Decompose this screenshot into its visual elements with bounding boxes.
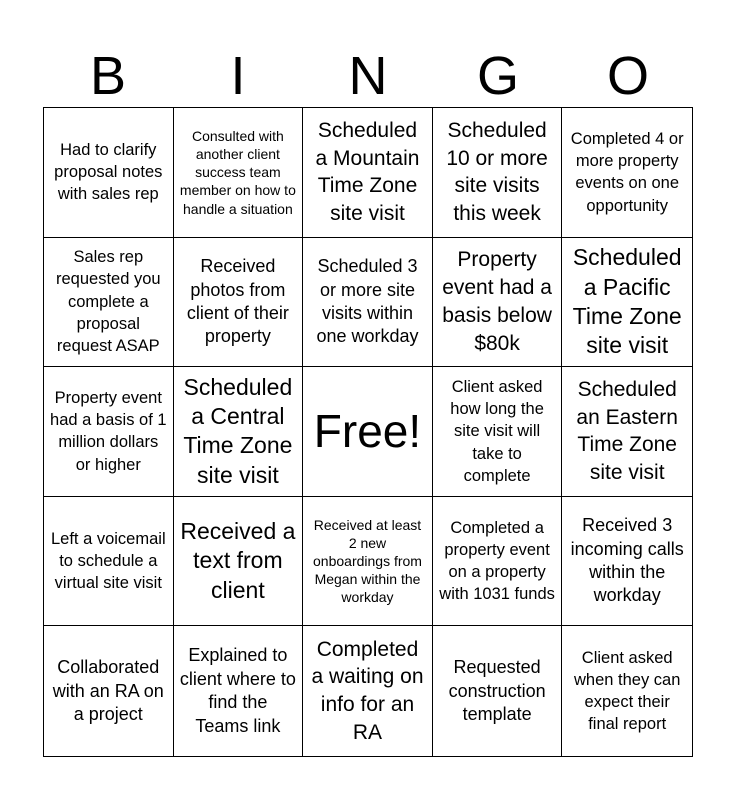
bingo-cell-r2-c3[interactable]: Scheduled 3 or more site visits within one workday (303, 238, 433, 368)
bingo-header (43, 48, 693, 104)
bingo-cell-r1-c3[interactable]: Scheduled a Mountain Time Zone site visit (303, 108, 433, 238)
bingo-cell-r3-c1[interactable]: Property event had a basis of 1 million dollars or higher (44, 367, 174, 497)
bingo-cell-r5-c3[interactable]: Completed a waiting on info for an RA (303, 626, 433, 756)
bingo-cell-r2-c2[interactable]: Received photos from client of their property (174, 238, 304, 368)
bingo-cell-r5-c4[interactable]: Requested construction template (433, 626, 563, 756)
bingo-cell-r1-c5[interactable]: Completed 4 or more property events on one opportunity (562, 108, 692, 238)
bingo-cell-r4-c3[interactable]: Received at least 2 new onboardings from Megan within the workday (303, 497, 433, 627)
header-letter-o: O (606, 46, 649, 106)
bingo-cell-r5-c2[interactable]: Explained to client where to find the Teams link (174, 626, 304, 756)
bingo-cell-r1-c1[interactable]: Had to clarify proposal notes with sales rep (44, 108, 174, 238)
header-letter-g: G (476, 46, 519, 106)
bingo-cell-r2-c1[interactable]: Sales rep requested you complete a proposal request ASAP (44, 238, 174, 368)
bingo-cell-r4-c2[interactable]: Received a text from client (174, 497, 304, 627)
bingo-cell-r2-c4[interactable]: Property event had a basis below $80k (433, 238, 563, 368)
header-letter-n: N (348, 46, 388, 106)
bingo-cell-r3-c5[interactable]: Scheduled an Eastern Time Zone site visit (562, 367, 692, 497)
bingo-free-space[interactable]: Free! (303, 367, 433, 497)
bingo-cell-r4-c5[interactable]: Received 3 incoming calls within the workday (562, 497, 692, 627)
bingo-card (43, 107, 693, 757)
bingo-cell-r2-c5[interactable]: Scheduled a Pacific Time Zone site visit (562, 238, 692, 368)
bingo-cell-r1-c2[interactable]: Consulted with another client success team member on how to handle a situation (174, 108, 304, 238)
bingo-cell-r3-c2[interactable]: Scheduled a Central Time Zone site visit (174, 367, 304, 497)
bingo-cell-r3-c4[interactable]: Client asked how long the site visit will take to complete (433, 367, 563, 497)
bingo-cell-r4-c1[interactable]: Left a voicemail to schedule a virtual site visit (44, 497, 174, 627)
bingo-cell-r5-c5[interactable]: Client asked when they can expect their final report (573, 648, 681, 734)
header-letter-i: I (230, 46, 246, 106)
bingo-cell-r1-c4[interactable]: Scheduled 10 or more site visits this week (433, 108, 563, 238)
header-letter-b: B (89, 46, 127, 106)
bingo-cell-r4-c4[interactable]: Completed a property event on a property with 1031 funds (433, 497, 563, 627)
bingo-cell-r5-c1[interactable]: Collaborated with an RA on a project (44, 626, 174, 756)
